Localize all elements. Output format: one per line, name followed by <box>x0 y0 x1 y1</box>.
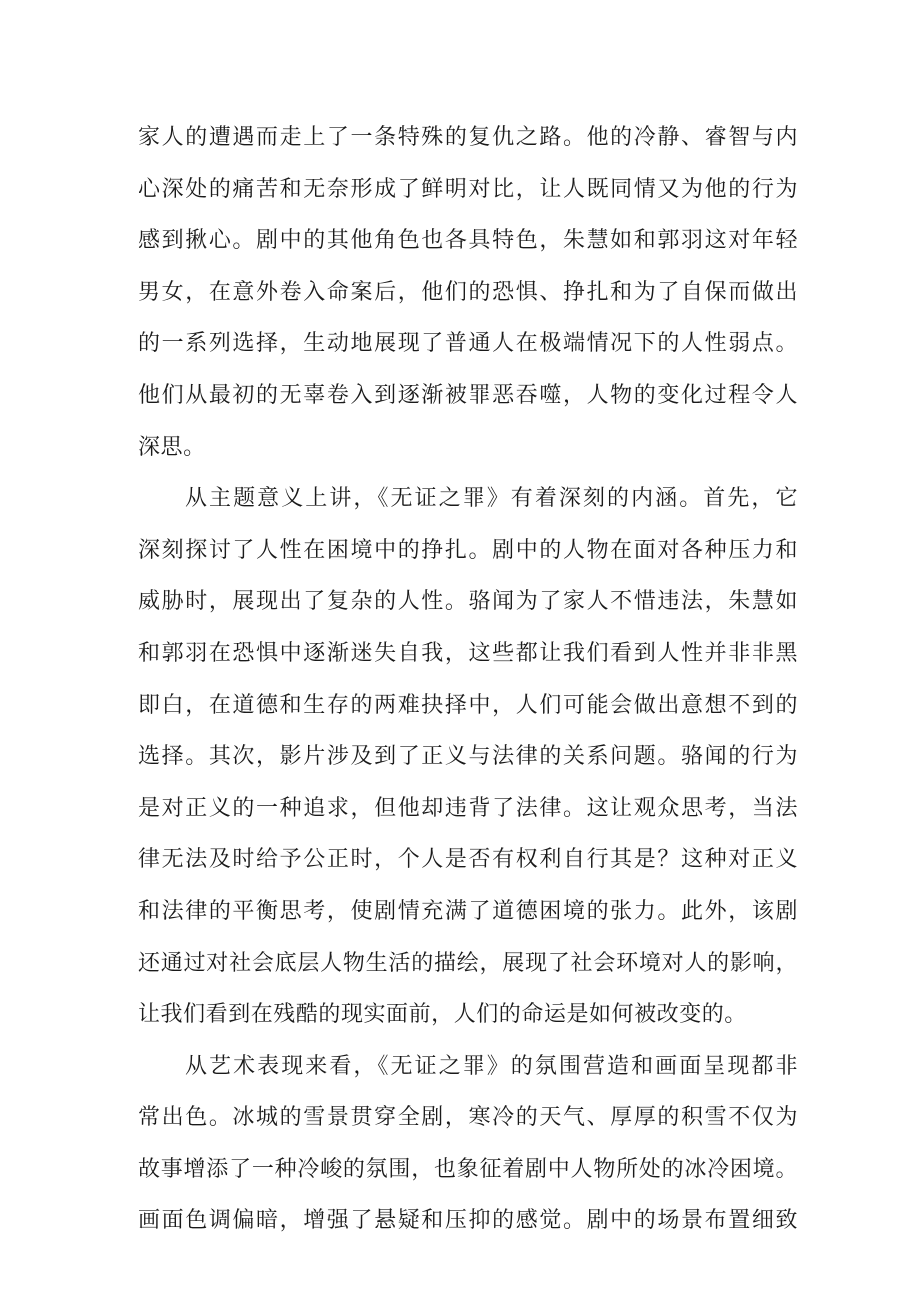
text-line: 深刻探讨了人性在困境中的挣扎。剧中的人物在面对各种压力和 <box>138 537 798 563</box>
text-line: 感到揪心。剧中的其他角色也各具特色，朱慧如和郭羽这对年轻 <box>138 228 798 254</box>
text-line: 威胁时，展现出了复杂的人性。骆闻为了家人不惜违法，朱慧如 <box>138 589 798 615</box>
text-line: 他们从最初的无辜卷入到逐渐被罪恶吞噬，人物的变化过程令人 <box>138 382 798 408</box>
text-line: 故事增添了一种冷峻的氛围，也象征着剧中人物所处的冰冷困境。 <box>138 1156 798 1182</box>
text-line: 律无法及时给予公正时，个人是否有权利自行其是？这种对正义 <box>138 847 798 873</box>
body-text <box>138 112 798 1247</box>
text-line: 家人的遭遇而走上了一条特殊的复仇之路。他的冷静、睿智与内 <box>138 125 798 150</box>
text-line: 还通过对社会底层人物生活的描绘，展现了社会环境对人的影响， <box>138 950 798 976</box>
text-line: 是对正义的一种追求，但他却违背了法律。这让观众思考，当法 <box>138 795 798 821</box>
paragraph-first-line: 从艺术表现来看，《无证之罪》的氛围营造和画面呈现都非 <box>185 1053 798 1079</box>
text-line: 和郭羽在恐惧中逐渐迷失自我，这些都让我们看到人性并非非黑 <box>138 640 798 666</box>
text-line: 即白，在道德和生存的两难抉择中，人们可能会做出意想不到的 <box>138 692 798 718</box>
text-line: 常出色。冰城的雪景贯穿全剧，寒冷的天气、厚厚的积雪不仅为 <box>138 1105 798 1131</box>
text-line: 男女，在意外卷入命案后，他们的恐惧、挣扎和为了自保而做出 <box>138 279 798 305</box>
text-line: 选择。其次，影片涉及到了正义与法律的关系问题。骆闻的行为 <box>138 744 798 770</box>
text-line: 的一系列选择，生动地展现了普通人在极端情况下的人性弱点。 <box>138 331 798 357</box>
text-line: 画面色调偏暗，增强了悬疑和压抑的感觉。剧中的场景布置细致 <box>138 1208 798 1234</box>
paragraph-first-line: 从主题意义上讲，《无证之罪》有着深刻的内涵。首先，它 <box>185 486 798 512</box>
text-line: 深思。 <box>138 434 206 460</box>
text-line: 和法律的平衡思考，使剧情充满了道德困境的张力。此外，该剧 <box>138 898 798 924</box>
text-line: 让我们看到在残酷的现实面前，人们的命运是如何被改变的。 <box>138 1002 747 1028</box>
text-line: 心深处的痛苦和无奈形成了鲜明对比，让人既同情又为他的行为 <box>138 176 798 202</box>
